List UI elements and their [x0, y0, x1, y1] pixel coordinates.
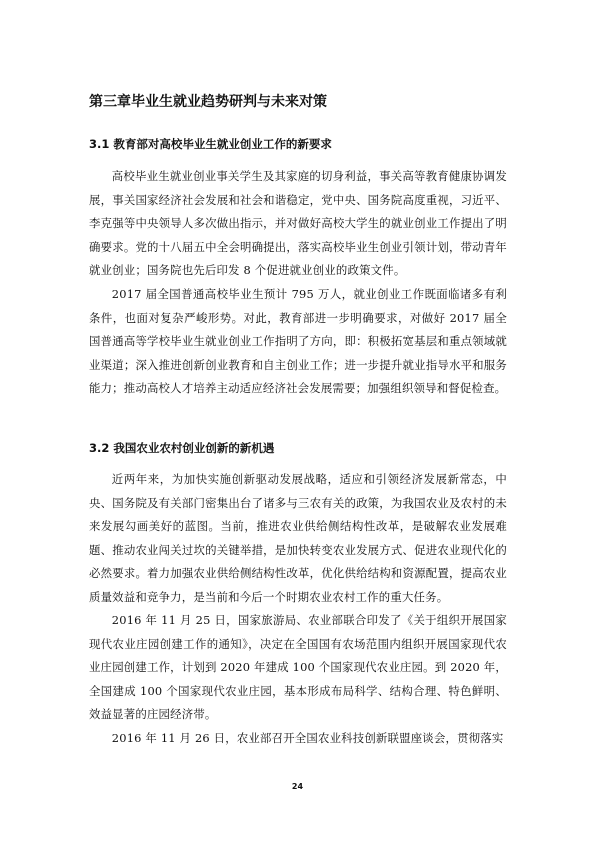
- section-3-2-paragraph: 近两年来，为加快实施创新驱动发展战略，适应和引领经济发展新常态，中央、国务院及有关部门密集出台了诸多与三农有关的政策，为我国农业及农村的未来发展勾画美好的蓝图。当前，推进农业供给侧结构性改革，是破解农业发展难题、推动农业闯关过坎的关键举措，是加快转变农业发展方式、促进农业现代化的必然要求。着力加强农业供给侧结构性改革，优化供给结构和资源配置，提高农业质量效益和竞争力，是当前和今后一个时期农业农村工作的重大任务。: [89, 472, 507, 604]
- section-3-1-paragraph: 高校毕业生就业创业事关学生及其家庭的切身利益，事关高等教育健康协调发展，事关国家经济社会发展和社会和谐稳定，党中央、国务院高度重视，习近平、李克强等中央领导人多次做出指示，并对做好高校大学生的就业创业工作提出了明确要求。党的十八届五中全会明确提出，落实高校毕业生创业引领计划，带动青年就业创业；国务院也先后印发 8 个促进就业创业的政策文件。: [89, 169, 507, 278]
- section-title-3-2: 3.2 我国农业农村创业创新的新机遇: [89, 441, 275, 455]
- section-3-2-paragraph: 2016 年 11 月 26 日，农业部召开全国农业科技创新联盟座谈会，贯彻落实: [111, 731, 504, 745]
- section-3-2-paragraph: 2016 年 11 月 25 日，国家旅游局、农业部联合印发了《关于组织开展国家现代农业庄园创建工作的通知》，决定在全国国有农场范围内组织开展国家现代农业庄园创建工作，计划到 2020 年建成 100 个国家现代农业庄园。到 2020 年，全国建成 100 个国家现代农业庄园，基本形成布局科学、结构合理、特色鲜明、效益显著的庄园经济带。: [89, 613, 507, 722]
- section-3-1-paragraph: 2017 届全国普通高校毕业生预计 795 万人，就业创业工作既面临诸多有利条件，也面对复杂严峻形势。对此，教育部进一步明确要求，对做好 2017 届全国普通高等学校毕业生就业创业工作指明了方向，即：积极拓宽基层和重点领域就业渠道；深入推进创新创业教育和自主创业工作；进一步提升就业指导水平和服务能力；推动高校人才培养主动适应经济社会发展需要；加强组织领导和督促检查。: [89, 287, 507, 396]
- page-number: 24: [291, 782, 304, 791]
- chapter-title: 第三章毕业生就业趋势研判与未来对策: [89, 94, 327, 110]
- section-title-3-1: 3.1 教育部对高校毕业生就业创业工作的新要求: [89, 137, 332, 151]
